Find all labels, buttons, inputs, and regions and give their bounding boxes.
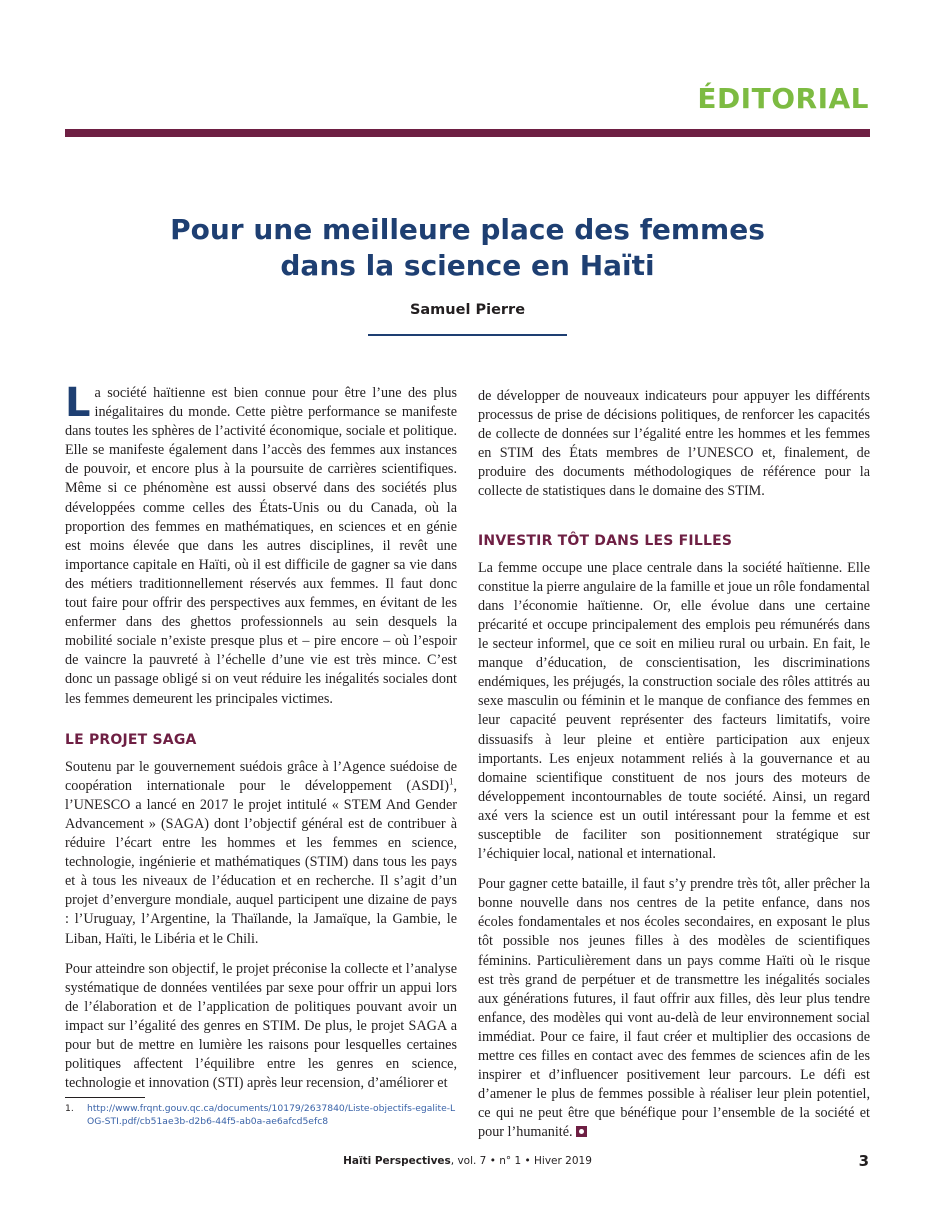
investir-p2-text: Pour gagner cette bataille, il faut s’y prendre très tôt, aller prêcher la bonne nouvelle dans nos centres de la petite enfance, dans nos écoles fondamentales et nos écoles secondaires, en exposant le plus tôt possible nos jeunes filles à des modèles de scientifiques féminins. Particulièrement dans un pays comme Haïti où le risque est très grand de perpétuer et de transmettre les inégalités sociales aux générations futures, il faut offrir aux filles, dès leur plus tendre enfance, des modèles qui vont au-delà de leur environnement social immédiat. Pour ce faire, il faut créer et multiplier des occasions de mettre ces filles en contact avec des femmes de sciences afin de les inspirer et d’influencer positivement leur parcours. Le défi est d’amener le plus de femmes possible à réaliser leur plein potentiel, ce qui ne peut être que bénéfique pour l’ensemble de la société et pour l’humanité. <box>478 876 870 1141</box>
footnote-number: 1. <box>65 1103 74 1114</box>
title-line-1: Pour une meilleure place des femmes <box>170 213 765 246</box>
section-heading-saga: LE PROJET SAGA <box>65 731 197 748</box>
title-line-2: dans la science en Haïti <box>280 249 655 282</box>
end-of-article-icon <box>576 1126 587 1137</box>
intro-paragraph <box>65 380 457 709</box>
footnote <box>65 1102 457 1128</box>
section-heading-investir: INVESTIR TÔT DANS LES FILLES <box>478 532 733 549</box>
investir-paragraph-2 <box>478 875 870 1142</box>
author-name: Samuel Pierre <box>409 302 526 318</box>
right-column <box>478 387 870 1153</box>
left-column <box>65 380 457 1104</box>
saga-paragraph-2-continued: de développer de nouveaux indicateurs pour appuyer les différents processus de prise de décisions politiques, de renforcer les capacités de collecte de données sur l’égalité entre les hommes et les femmes en STIM des États membres de l’UNESCO et, finalement, de produire des documents méthodologiques de référence pour la collecte de statistiques dans le domaine des STIM. <box>478 388 870 500</box>
investir-paragraph-1: La femme occupe une place centrale dans la société haïtienne. Elle constitue la pierre angulaire de la famille et joue un rôle fondamental dans l’économie haïtienne. Or, elle évolue dans une certaine précarité et occupe principalement des emplois peu rémunérés dans le secteur informel, que ce soit en milieu rural ou urbain. En fait, le manque d’éducation, de conscientisation, les discriminations endémiques, les préjugés, la construction sociale des rôles attitrés au sexe masculin ou féminin et le manque de confiance des femmes en leur capacité peuvent représenter des facteurs limitatifs, voire dissuasifs à leur pleine et entière participation aux enjeux importants. Les enjeux notamment reliés à la gouvernance et au domaine scientifique constituent de nos jours des moteurs de développement incontournables de toute société. Ainsi, un regard axé vers la science est un outil intéressant pour la femme et est susceptible de faciliter son positionnement stratégique sur l’échiquier local, national et international. <box>478 559 870 863</box>
header-rule <box>65 129 870 137</box>
journal-name: Haïti Perspectives <box>343 1155 451 1167</box>
footnote-link[interactable]: http://www.frqnt.gouv.qc.ca/documents/10179/2637840/Liste-objectifs-egalite-LOG-STI.pdf/cb51ae3b-d2b6-44f5-ab0a-ae6afcd5efc8 <box>87 1103 456 1127</box>
saga-paragraph-1 <box>65 758 457 949</box>
page-footer <box>0 1155 935 1167</box>
footnote-reference[interactable]: 1 <box>448 776 454 787</box>
issue-info: , vol. 7 • n° 1 • Hiver 2019 <box>450 1155 592 1167</box>
drop-cap: L <box>65 380 91 426</box>
saga-p1-text-b: , l’UNESCO a lancé en 2017 le projet intitulé « STEM And Gender Advancement » (SAGA) dont l’objectif général est de contribuer à réduire l’écart entre les hommes et les femmes en science, technologie, ingénierie et mathématiques (STIM) dans tous les pays et à tous les niveaux de l’éducation et en recherche. Il s’agit d’un projet d’envergure mondiale, auquel participent une dizaine de pays : l’Uruguay, l’Argentine, la Thaïlande, la Jamaïque, la Gambie, le Liban, Haïti, le Libéria et le Chili. <box>65 777 457 947</box>
saga-paragraph-2: Pour atteindre son objectif, le projet préconise la collecte et l’analyse systématique de données ventilées par sexe pour offrir un appui lors de l’élaboration et de l’application de politiques pouvant avoir un impact sur l’égalité des genres en STIM. De plus, le projet SAGA a pour but de mettre en lumière les raisons pour lesquelles certaines politiques affectent l’équilibre entre les genres en science, technologie et innovation (STI) après leur recension, d’améliorer et <box>65 960 457 1092</box>
section-label: ÉDITORIAL <box>697 82 869 115</box>
intro-text: a société haïtienne est bien connue pour être l’une des plus inégalitaires du monde. Cette piètre performance se manifeste dans toutes les sphères de l’activité économique, sociale et politique. Elle se manifeste également dans l’accès des femmes aux instances de pouvoir, et encore plus à la poursuite de carrières scientifiques. Même si ce phénomène est aussi observé dans des sociétés plus développées comme celles des États-Unis ou du Canada, où la proportion des femmes en mathématiques, en sciences et en génie est moins élevée que dans les autres disciplines, il revêt une importance capitale en Haïti, où il est difficile de gagner sa vie dans des métiers traditionnellement réservés aux femmes. Il faut donc tout faire pour offrir des perspectives aux femmes, en évitant de les enfermer dans des ghettos professionnels au sein desquels la mobilité sociale n’existe presque plus et – pire encore – où l’espoir de vaincre la pauvreté à l’échelle d’une vie est très mince. C’est donc un passage obligé si on veut réduire les inégalités sociales dont les femmes demeurent les principales victimes. <box>65 385 457 707</box>
footnote-rule <box>65 1097 145 1098</box>
author-rule <box>368 334 567 336</box>
article-title <box>0 212 935 284</box>
page-number: 3 <box>858 1152 869 1170</box>
saga-p1-text-a: Soutenu par le gouvernement suédois grâce à l’Agence suédoise de coopération internationale pour le développement (ASDI) <box>65 758 457 794</box>
